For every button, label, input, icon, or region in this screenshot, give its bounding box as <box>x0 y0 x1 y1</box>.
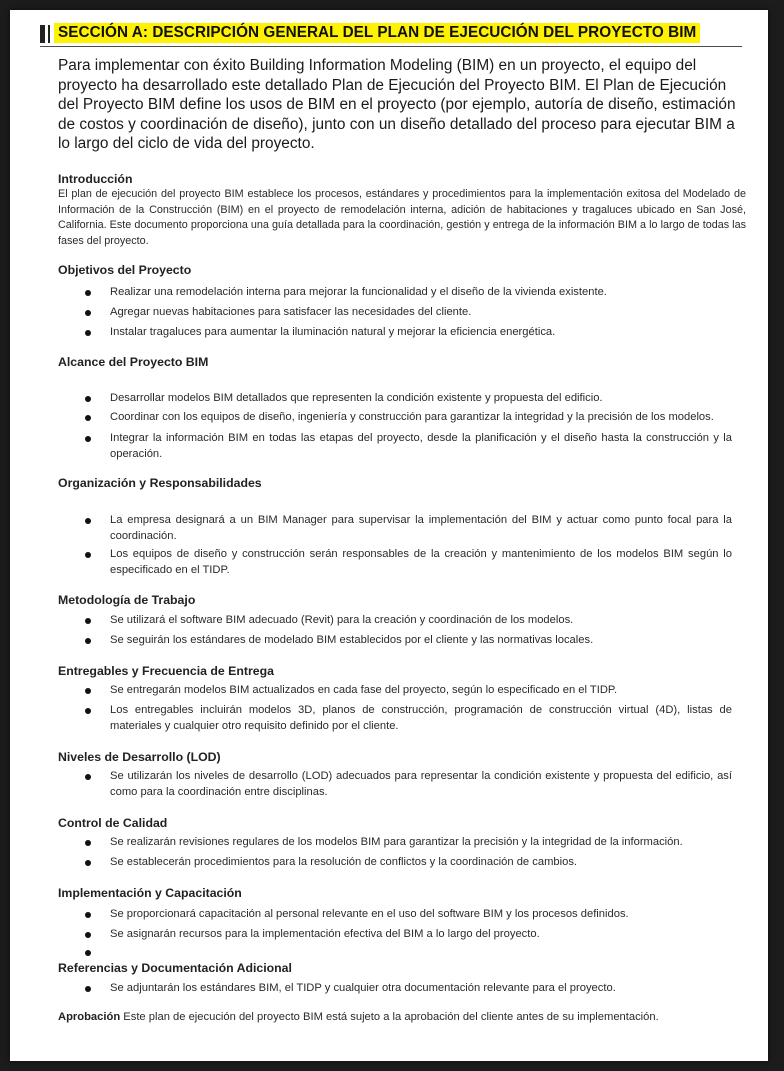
bullet-dot <box>85 552 91 558</box>
bullet-dot <box>85 860 91 866</box>
list-item: Se realizarán revisiones regulares de los modelos BIM para garantizar la precisión y la integridad de la información. <box>110 836 683 848</box>
heading-organizacion: Organización y Responsabilidades <box>58 476 262 490</box>
bullet-dot <box>85 950 91 956</box>
bullet-dot <box>85 518 91 524</box>
heading-alcance: Alcance del Proyecto BIM <box>58 355 209 369</box>
list-item: Desarrollar modelos BIM detallados que representen la condición existente y propuesta del edificio. <box>110 392 603 404</box>
header-bar-marker <box>40 25 45 43</box>
list-item: Se asignarán recursos para la implementación efectiva del BIM a lo largo del proyecto. <box>110 928 540 940</box>
bullet-dot <box>85 688 91 694</box>
section-header <box>40 22 742 47</box>
bullet-dot <box>85 310 91 316</box>
intro-paragraph: El plan de ejecución del proyecto BIM establece los procesos, estándares y procedimientos para la implementación exitosa del Modelado de Información de la Construcción (BIM) en el proyecto de remodelación interna, adición de habitaciones y tragaluces ubicado en San José, California. Este documento proporciona una guía detallada para la coordinación, gestión y entrega de la información BIM a lo largo de todas las fases del proyecto. <box>58 188 746 247</box>
list-item: Los entregables incluirán modelos 3D, planos de construcción, programación de construcción virtual (4D), listas de materiales y cualquier otro requisito definido por el cliente. <box>110 704 732 732</box>
heading-implementacion: Implementación y Capacitación <box>58 886 242 900</box>
bullet-dot <box>85 912 91 918</box>
bullet-dot <box>85 774 91 780</box>
lead-paragraph: Para implementar con éxito Building Information Modeling (BIM) en un proyecto, el equipo del proyecto ha desarrollado este detallado Plan de Ejecución del Proyecto BIM. El Plan de Ejecución del Proyecto BIM define los usos de BIM en el proyecto (por ejemplo, autoría de diseño, estimación de costos y coordinación de diseño), junto con un diseño detallado del proceso para ejecutar BIM a lo largo del ciclo de vida del proyecto. <box>58 57 736 152</box>
heading-referencias: Referencias y Documentación Adicional <box>58 961 292 975</box>
list-item: Integrar la información BIM en todas las etapas del proyecto, desde la planificación y el diseño hasta la construcción y la operación. <box>110 432 732 460</box>
bullet-dot <box>85 436 91 442</box>
bullet-dot <box>85 415 91 421</box>
list-item: Coordinar con los equipos de diseño, ingeniería y construcción para garantizar la integridad y la precisión de los modelos. <box>110 411 714 423</box>
list-item: Se adjuntarán los estándares BIM, el TIDP y cualquier otra documentación relevante para el proyecto. <box>110 982 616 994</box>
heading-introduccion: Introducción <box>58 172 133 186</box>
bullet-dot <box>85 638 91 644</box>
bullet-dot <box>85 840 91 846</box>
header-bar-marker-thin <box>48 25 50 43</box>
heading-calidad: Control de Calidad <box>58 816 168 830</box>
bullet-dot <box>85 290 91 296</box>
list-item: Se entregarán modelos BIM actualizados en cada fase del proyecto, según lo especificado en el TIDP. <box>110 684 618 696</box>
heading-lod: Niveles de Desarrollo (LOD) <box>58 750 221 764</box>
document-page <box>10 10 768 1061</box>
list-item: La empresa designará a un BIM Manager para supervisar la implementación del BIM y actuar como punto focal para la coordinación. <box>110 514 732 542</box>
heading-objetivos: Objetivos del Proyecto <box>58 263 192 277</box>
list-item: Se utilizará el software BIM adecuado (Revit) para la creación y coordinación de los modelos. <box>110 614 574 626</box>
approval-text: Este plan de ejecución del proyecto BIM está sujeto a la aprobación del cliente antes de su implementación. <box>120 1011 659 1023</box>
list-item: Se establecerán procedimientos para la resolución de conflictos y la coordinación de cambios. <box>110 856 578 868</box>
list-item: Se utilizarán los niveles de desarrollo (LOD) adecuados para representar la condición existente y propuesta del edificio, así como para la coordinación entre disciplinas. <box>110 770 732 798</box>
list-item: Se proporcionará capacitación al personal relevante en el uso del software BIM y los procesos definidos. <box>110 908 629 920</box>
bullet-dot <box>85 396 91 402</box>
section-title: SECCIÓN A: DESCRIPCIÓN GENERAL DEL PLAN DE EJECUCIÓN DEL PROYECTO BIM <box>54 23 700 43</box>
bullet-dot <box>85 932 91 938</box>
list-item: Agregar nuevas habitaciones para satisfacer las necesidades del cliente. <box>110 306 472 318</box>
bullet-dot <box>85 708 91 714</box>
bullet-dot <box>85 618 91 624</box>
approval-line <box>58 1011 746 1023</box>
list-item: Realizar una remodelación interna para mejorar la funcionalidad y el diseño de la vivienda existente. <box>110 286 607 298</box>
list-item: Los equipos de diseño y construcción serán responsables de la creación y mantenimiento de los modelos BIM según lo especificado en el TIDP. <box>110 548 732 576</box>
bullet-dot <box>85 986 91 992</box>
approval-label: Aprobación <box>58 1011 121 1023</box>
list-item: Se seguirán los estándares de modelado BIM establecidos por el cliente y las normativas locales. <box>110 634 594 646</box>
heading-entregables: Entregables y Frecuencia de Entrega <box>58 664 274 678</box>
bullet-dot <box>85 330 91 336</box>
list-item: Instalar tragaluces para aumentar la iluminación natural y mejorar la eficiencia energética. <box>110 326 556 338</box>
heading-metodologia: Metodología de Trabajo <box>58 593 196 607</box>
